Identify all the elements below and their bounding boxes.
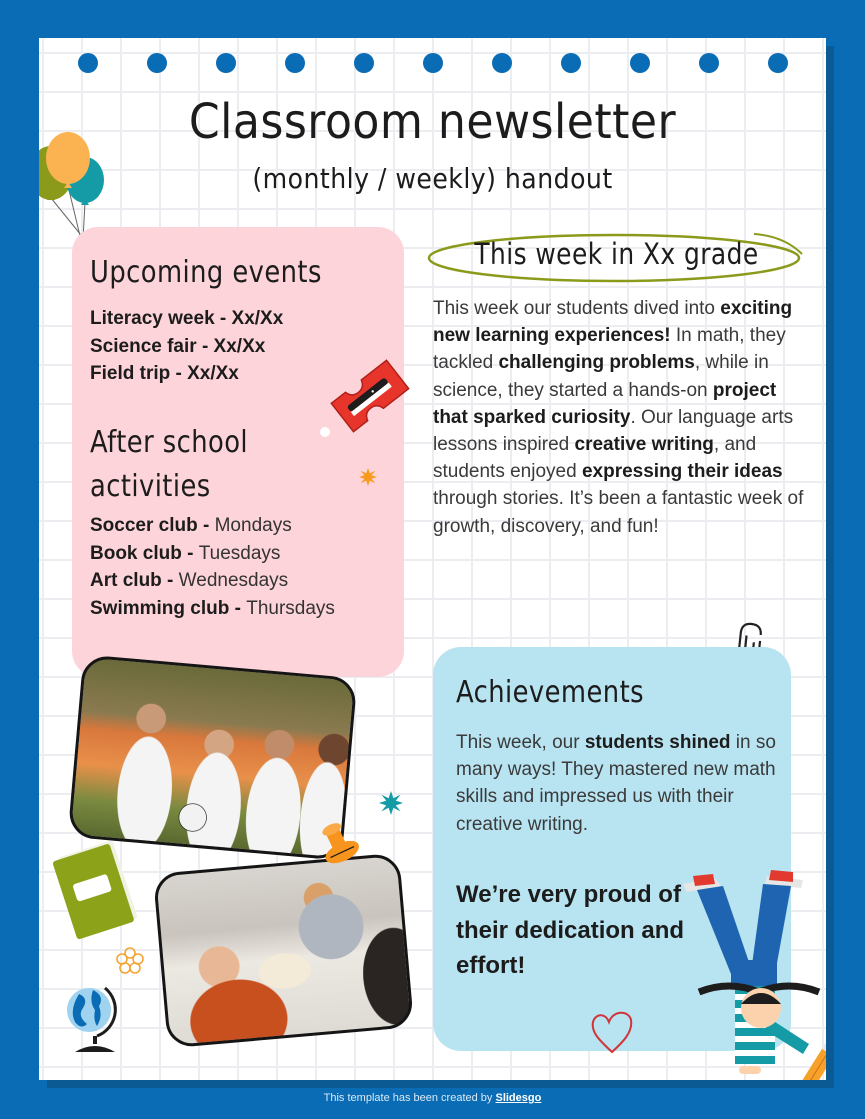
body-text: In math, they tackled [433, 325, 786, 374]
body-text: in so many ways! They mastered new math skills and impressed us with their creative writing. [456, 732, 776, 835]
binder-hole [78, 53, 98, 73]
binder-hole [354, 53, 374, 73]
this-week-heading-wrap [424, 230, 809, 282]
dot-decoration [320, 427, 330, 437]
body-text: , and students enjoyed [433, 434, 757, 483]
upcoming-events-list [90, 305, 283, 388]
emphasis-text: expressing their ideas [581, 461, 783, 483]
footer-credit-text: This template has been created by [323, 1092, 496, 1104]
event-item: Field trip - Xx/Xx [90, 363, 239, 384]
body-text: . Our language arts lessons inspired [433, 406, 794, 456]
activity-club: Book club - [90, 542, 199, 564]
body-text: This week, our [456, 732, 585, 753]
flower-icon [115, 946, 145, 976]
balloons-icon [39, 128, 113, 243]
achievements-heading: Achievements [456, 675, 644, 710]
students-reading-in-class-photo [153, 853, 414, 1049]
newsletter-sheet [39, 38, 826, 1080]
binder-hole [699, 53, 719, 73]
slidesgo-link[interactable]: Slidesgo [495, 1092, 542, 1104]
after-school-heading-line2: activities [90, 469, 211, 504]
pencil-icon [789, 1028, 826, 1080]
activity-day: Wednesdays [178, 570, 289, 591]
upcoming-events-heading: Upcoming events [90, 255, 322, 290]
after-school-heading [90, 421, 248, 509]
body-text: through stories. It’s been a fantastic week of growth, discovery, and fun! [433, 488, 804, 537]
event-item: Literacy week - Xx/Xx [90, 308, 284, 329]
body-text: , while in science, they started a hands-on [433, 352, 769, 401]
body-text: This week our students dived into [433, 298, 721, 319]
notebook-icon [49, 838, 141, 942]
emphasis-text: creative writing [574, 434, 714, 456]
activity-club: Art club - [90, 570, 179, 591]
starburst-icon [359, 468, 377, 486]
events-activities-card [72, 227, 404, 677]
footer-credit [0, 1092, 865, 1104]
this-week-heading: This week in Xx grade [474, 237, 759, 271]
starburst-icon [379, 791, 403, 815]
pencil-sharpener-icon [325, 356, 415, 436]
activity-day: Mondays [214, 515, 292, 536]
binder-hole [561, 53, 581, 73]
binder-hole [147, 53, 167, 73]
binder-hole [285, 53, 305, 73]
this-week-paragraph [433, 295, 813, 540]
binder-hole [630, 53, 650, 73]
binder-hole [768, 53, 788, 73]
after-school-heading-line1: After school [90, 425, 249, 460]
activity-item [90, 567, 335, 595]
activity-item [90, 540, 335, 568]
binder-hole [492, 53, 512, 73]
activity-item [90, 595, 335, 623]
globe-icon [59, 980, 121, 1054]
activity-club: Soccer club - [90, 515, 215, 536]
heart-icon [587, 1008, 637, 1058]
pushpin-icon [313, 818, 363, 868]
binder-hole [423, 53, 443, 73]
emphasis-text: project that sparked curiosity [433, 379, 777, 428]
activity-club: Swimming club - [90, 597, 247, 619]
binder-hole [216, 53, 236, 73]
activity-item [90, 512, 335, 540]
emphasis-text: challenging problems [498, 352, 695, 374]
page-subtitle: (monthly / weekly) handout [252, 162, 613, 195]
activity-day: Thursdays [246, 597, 335, 619]
activity-day: Tuesdays [198, 542, 281, 564]
emphasis-text: students shined [584, 732, 731, 753]
activities-list [90, 512, 335, 622]
emphasis-text: exciting new learning experiences! [433, 298, 793, 347]
event-item: Science fair - Xx/Xx [90, 335, 266, 357]
page-title: Classroom newsletter [188, 94, 677, 150]
achievements-closing: We’re very proud of their dedication and effort! [456, 881, 685, 979]
achievements-paragraph [456, 729, 776, 838]
